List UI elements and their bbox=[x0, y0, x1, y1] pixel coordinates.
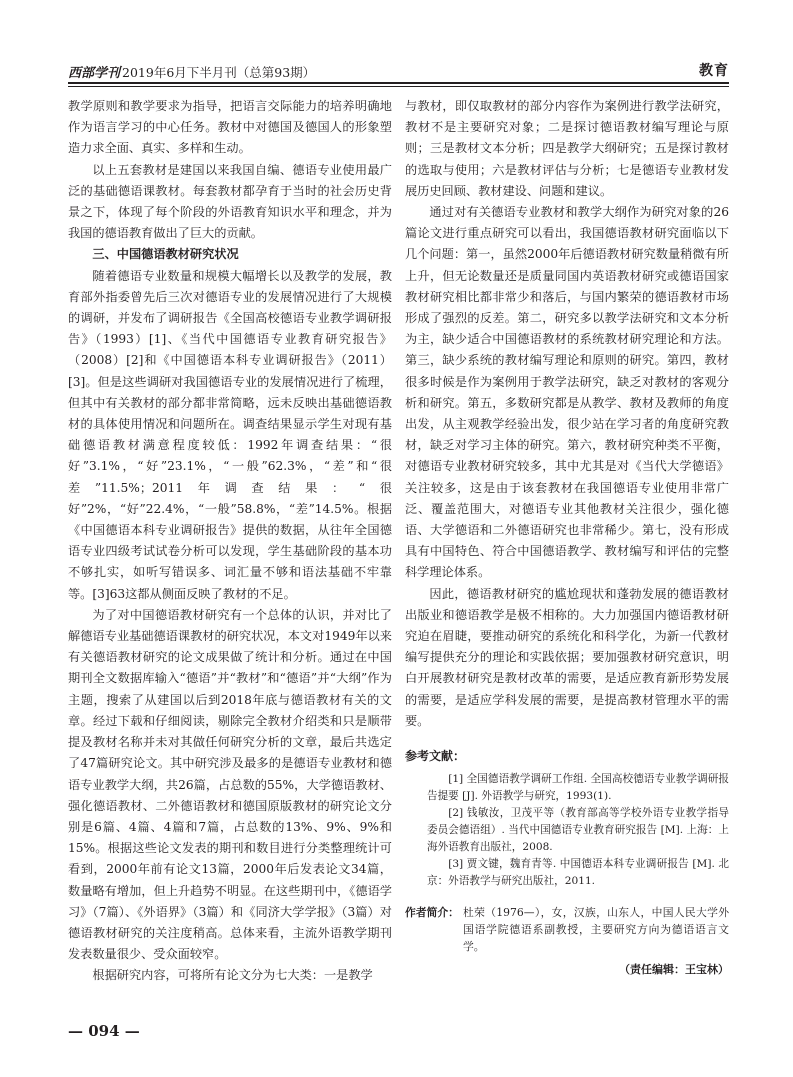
references-list bbox=[405, 771, 729, 890]
issue-label: 2019年6月下半月刊（总第93期） bbox=[122, 65, 316, 80]
reference-item: [1] 全国德语教学调研工作组. 全国高校德语专业教学调研报告提要 [J]. 外语教学与研究，1993(1). bbox=[427, 773, 729, 803]
body-paragraph: 根据研究内容，可将所有论文分为七大类：一是教学 bbox=[92, 968, 373, 983]
author-bio-text: 杜荣（1976—），女，汉族，山东人，中国人民大学外国语学院德语系副教授，主要研究方向为德语语言文学。 bbox=[462, 906, 729, 954]
left-column bbox=[68, 96, 392, 987]
author-bio bbox=[405, 904, 729, 955]
body-paragraph: 与教材，即仅取教材的部分内容作为案例进行教学法研究，教材不是主要研究对象；二是探讨德语教材编写理论与原则；三是教材文本分析；四是教学大纲研究；五是探讨教材的选取与使用；六是教材评估与分析；七是德语专业教材发展历史回顾、教材建设、问题和建议。 bbox=[405, 99, 729, 198]
right-column bbox=[405, 96, 729, 981]
body-paragraph: 以上五套教材是建国以来我国自编、德语专业使用最广泛的基础德语课教材。每套教材都孕育于当时的社会历史背景之下，体现了每个阶段的外语教育知识水平和理念，并为我国的德语教育做出了巨大的贡献。 bbox=[68, 162, 392, 241]
journal-info bbox=[68, 62, 315, 81]
journal-logo: 西部学刊 bbox=[68, 66, 121, 81]
page-header bbox=[68, 60, 729, 84]
section-label: 教育 bbox=[699, 63, 729, 79]
body-paragraph: 随着德语专业数量和规模大幅增长以及教学的发展，教育部外指委曾先后三次对德语专业的发展情况进行了大规模的调研，并发布了调研报告《全国高校德语专业教学调研报告》（1993）[1]、《当代中国德语专业教育研究报告》（2008）[2]和《中国德语本科专业调研报告》（2011）[3]。但是这些调研对我国德语专业的发展情况进行了梳理，但其中有关教材的部分都非常简略，远未反映出基础德语教材的具体使用情况和问题所在。调查结果显示学生对现有基础德语教材满意程度较低：1992年调查结果：“很好”3.1%，“好”23.1%，“一般”62.3%，“差”和“很差”11.5%；2011年调查结果：“很好”2%，“好”22.4%，“一般”58.8%，“差”14.5%。根据《中国德语本科专业调研报告》提供的数据，从往年全国德语专业四级考试试卷分析可以发现，学生基础阶段的基本功不够扎实，如听写错误多、词汇量不够和语法基础不牢靠等。[3]63这都从侧面反映了教材的不足。 bbox=[68, 268, 392, 601]
body-paragraph: 教学原则和教学要求为指导，把语言交际能力的培养明确地作为语言学习的中心任务。教材中对德国及德国人的形象塑造力求全面、真实、多样和生动。 bbox=[68, 99, 392, 156]
references-title: 参考文献： bbox=[405, 749, 466, 764]
page-number: — 094 — bbox=[68, 1022, 140, 1040]
author-bio-label: 作者简介： bbox=[405, 906, 459, 920]
section-heading: 三、中国德语教材研究状况 bbox=[92, 247, 239, 262]
editor-note: （责任编辑：王宝林） bbox=[619, 963, 729, 977]
body-paragraph: 因此，德语教材研究的尴尬现状和蓬勃发展的德语教材出版业和德语教学是极不相称的。大力加强国内德语教材研究迫在眉睫，要推动研究的系统化和科学化，为新一代教材编写提供充分的理论和实践依据；要加强教材研究意识，明白开展教材研究是教材改革的需要，是适应教育新形势发展的需要，是适应学科发展的需要，是提高教材管理水平的需要。 bbox=[405, 586, 729, 728]
body-paragraph: 通过对有关德语专业教材和教学大纲作为研究对象的26篇论文进行重点研究可以看出，我国德语教材研究面临以下几个问题：第一，虽然2000年后德语教材研究数量稍微有所上升，但无论数量还是质量同国内英语教材研究或德语国家教材研究相比都非常少和落后，与国内繁荣的德语教材市场形成了强烈的反差。第二，研究多以教学法研究和文本分析为主，缺少适合中国德语教材的系统教材研究理论和方法。第三，缺少系统的教材编写理论和原则的研究。第四，教材很多时候是作为案例用于教学法研究，缺乏对教材的客观分析和研究。第五，多数研究都是从教学、教材及教师的角度出发，从主观教学经验出发，很少站在学习者的角度研究教材，缺乏对学习主体的研究。第六，教材研究种类不平衡，对德语专业教材研究较多，其中尤其是对《当代大学德语》关注较多，这是由于该套教材在我国德语专业使用非常广泛、覆盖范围大，对德语专业其他教材关注很少，强化德语、大学德语和二外德语研究也非常稀少。第七，没有形成具有中国特色、符合中国德语教学、教材编写和评估的完整科学理论体系。 bbox=[405, 205, 729, 580]
header-rule-thick bbox=[68, 82, 729, 84]
right-column-body bbox=[405, 96, 729, 732]
reference-item: [2] 钱敏汝，卫茂平等（教育部高等学校外语专业教学指导委员会德语组）. 当代中国德语专业教育研究报告 [M]. 上海：上海外语教育出版社，2008. bbox=[427, 807, 729, 854]
reference-item: [3] 贾文键，魏育青等. 中国德语本科专业调研报告 [M]. 北京：外语教学与研究出版社，2011. bbox=[427, 858, 729, 888]
body-paragraph: 为了对中国德语教材研究有一个总体的认识，并对比了解德语专业基础德语课教材的研究状况，本文对1949年以来有关德语教材研究的论文成果做了统计和分析。通过在中国期刊全文数据库输入“德语”并“教材”和“德语”并“大纲”作为主题，搜索了从建国以后到2018年底与德语教材有关的文章。经过下载和仔细阅读，剔除完全教材介绍类和只是顺带提及教材名称并未对其做任何研究分析的文章，最后共选定了47篇研究论文。其中研究涉及最多的是德语专业教材和德语专业教学大纲，共26篇，占总数的55%，大学德语教材、强化德语教材、二外德语教材和德国原版教材的研究论文分别是6篇、4篇、4篇和7篇，占总数的13%、9%、9%和15%。根据这些论文发表的期刊和数目进行分类整理统计可看到，2000年前有论文13篇，2000年后发表论文34篇，数量略有增加，但上升趋势不明显。在这些期刊中，《德语学习》（7篇）、《外语界》（3篇）和《同济大学学报》（3篇）对德语教材研究的关注度稍高。总体来看，主流外语教学期刊发表数量很少、受众面较窄。 bbox=[68, 607, 392, 962]
header-rule-thin bbox=[68, 86, 729, 87]
